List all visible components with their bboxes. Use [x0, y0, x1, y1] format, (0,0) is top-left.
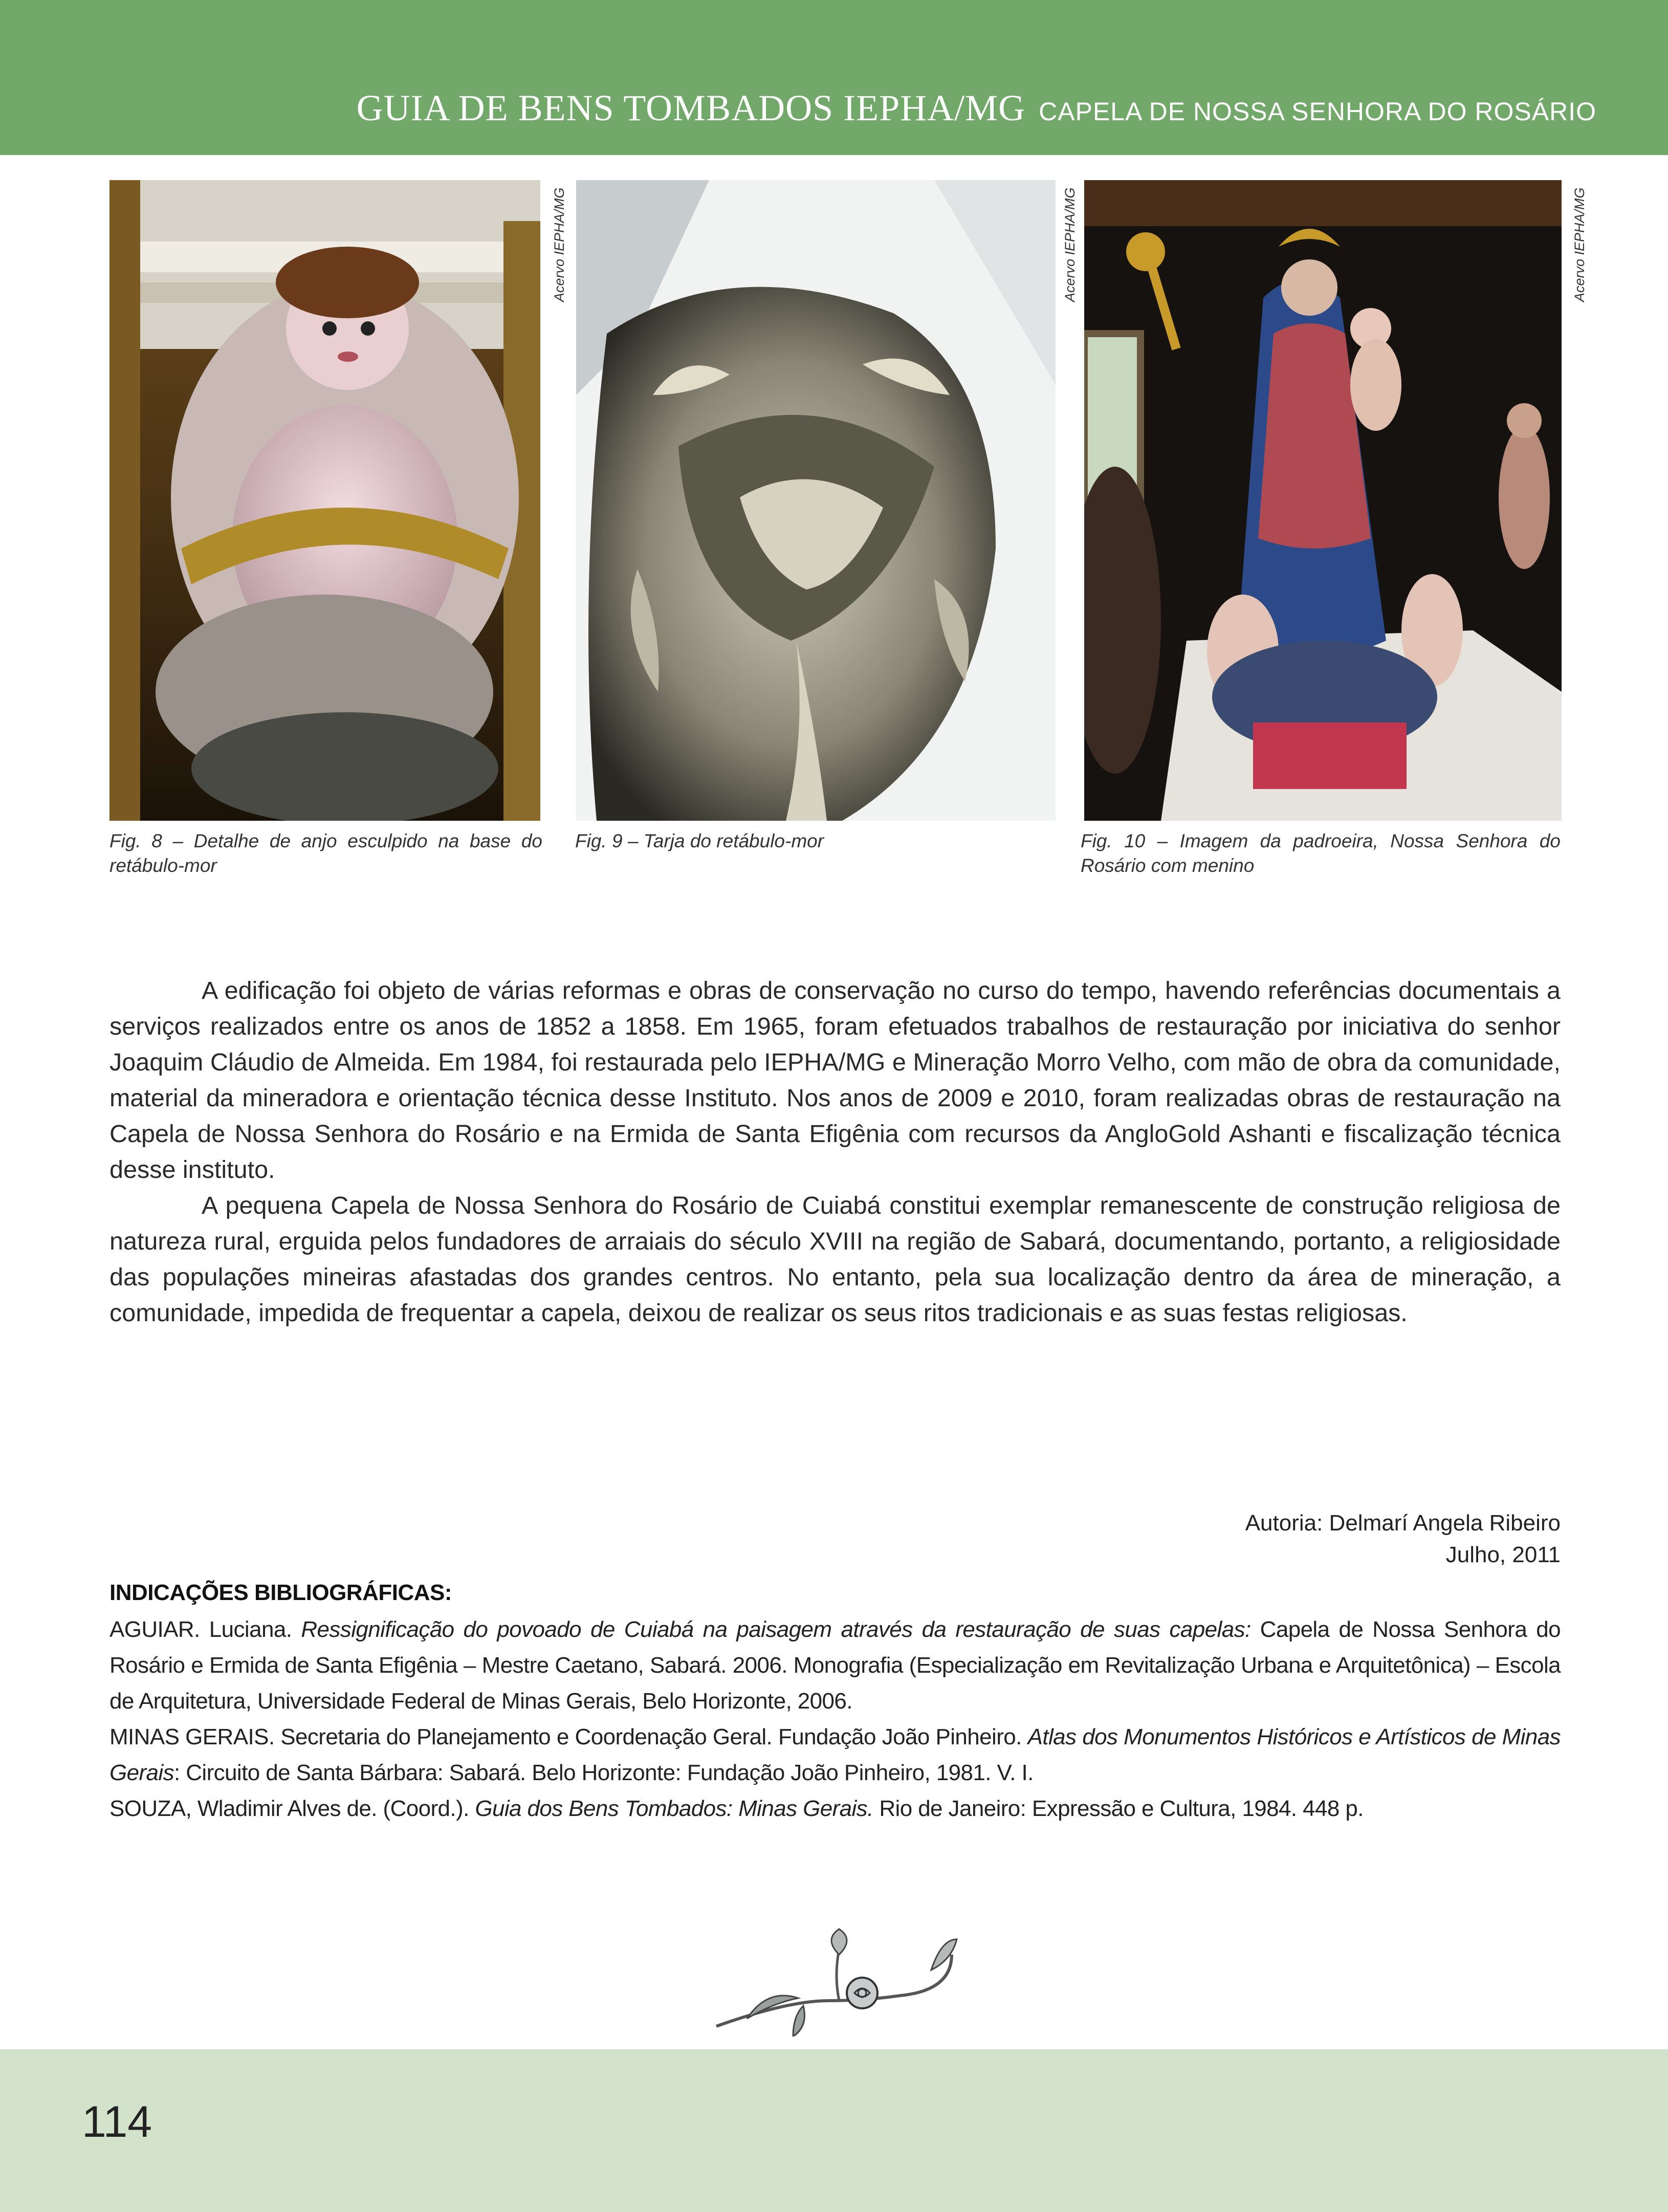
bib-entry — [109, 1719, 1561, 1791]
figure-9-caption: Fig. 9 – Tarja do retábulo-mor — [575, 830, 824, 851]
body-text — [109, 973, 1561, 1331]
bib-entry-details: : Circuito de Santa Bárbara: Sabará. Belo Horizonte: Fundação João Pinheiro, 1981. V. I. — [174, 1760, 1034, 1785]
authorship — [1245, 1507, 1561, 1571]
date-line: Julho, 2011 — [1445, 1542, 1561, 1567]
figure-10-caption: Fig. 10 – Imagem da padroeira, Nossa Senhora do Rosário com menino — [1081, 830, 1561, 876]
bib-entry-author: AGUIAR. Luciana. — [109, 1617, 301, 1642]
figure-8-photo — [109, 180, 540, 821]
header-band — [0, 0, 1668, 155]
rose-ornament-icon — [686, 1924, 993, 2036]
bib-entry-details: Rio de Janeiro: Expressão e Cultura, 1984. 448 p. — [873, 1796, 1364, 1821]
guide-title: GUIA DE BENS TOMBADOS IEPHA/MG — [356, 87, 1026, 128]
bibliography-list — [109, 1612, 1561, 1827]
bib-entry-title: Atlas dos Monumentos Históricos e Artísticos de Minas Gerais — [109, 1724, 1561, 1785]
running-header — [357, 87, 1596, 129]
bib-entry-author: MINAS GERAIS. Secretaria do Planejamento e Coordenação Geral. Fundação João Pinheiro. — [109, 1724, 1028, 1749]
bib-entry — [109, 1791, 1561, 1827]
paragraph-chapel-significance: A pequena Capela de Nossa Senhora do Rosário de Cuiabá constitui exemplar remanescente de construção religiosa de natureza rural, erguida pelos fundadores de arraiais do século XVIII na região de Sabará, documentando, portanto, a religiosidade das populações mineiras afastadas dos grandes centros. No entanto, pela sua localização dentro da área de mineração, a comunidade, impedida de frequentar a capela, deixou de realizar os seus ritos tradicionais e as suas festas religiosas. — [109, 1192, 1561, 1327]
figure-8-credit: Acervo IEPHA/MG — [552, 187, 567, 302]
bib-entry-title: Guia dos Bens Tombados: Minas Gerais. — [475, 1796, 873, 1821]
bib-entry-title: Ressignificação do povoado de Cuiabá na paisagem através da restauração de suas capelas: — [301, 1617, 1251, 1642]
figure-10-photo — [1084, 180, 1562, 821]
author-line: Autoria: Delmarí Angela Ribeiro — [1245, 1510, 1561, 1536]
figure-9-credit: Acervo IEPHA/MG — [1062, 187, 1078, 302]
figure-10-credit: Acervo IEPHA/MG — [1572, 187, 1587, 302]
figure-8-caption: Fig. 8 – Detalhe de anjo esculpido na base do retábulo-mor — [109, 830, 542, 876]
footer-band — [0, 2049, 1668, 2212]
page-number: 114 — [82, 2097, 152, 2147]
bib-entry-author: SOUZA, Wladimir Alves de. (Coord.). — [109, 1796, 475, 1821]
paragraph-restorations: A edificação foi objeto de várias reformas e obras de conservação no curso do tempo, havendo referências documentais a serviços realizados entre os anos de 1852 a 1858. Em 1965, foram efetuados trabalhos de restauração por iniciativa do senhor Joaquim Cláudio de Almeida. Em 1984, foi restaurada pelo IEPHA/MG e Mineração Morro Velho, com mão de obra da comunidade, material da mineradora e orientação técnica desse Instituto. Nos anos de 2009 e 2010, foram realizadas obras de restauração na Capela de Nossa Senhora do Rosário e na Ermida de Santa Efigênia com recursos da AngloGold Ashanti e fiscalização técnica desse instituto. — [109, 977, 1561, 1184]
figure-9-photo — [576, 180, 1056, 821]
chapter-title: CAPELA DE NOSSA SENHORA DO ROSÁRIO — [1039, 97, 1596, 126]
bib-entry-details: Capela de Nossa Senhora do Rosário e Ermida de Santa Efigênia – Mestre Caetano, Sabará. 2006. Monografia (Especialização em Revitalização Urbana e Arquitetônica) – Escola de Arquitetura, Universidade Federal de Minas Gerais, Belo Horizonte, 2006. — [109, 1617, 1561, 1714]
bibliography-heading: INDICAÇÕES BIBLIOGRÁFICAS: — [109, 1580, 452, 1605]
bib-entry — [109, 1612, 1561, 1719]
